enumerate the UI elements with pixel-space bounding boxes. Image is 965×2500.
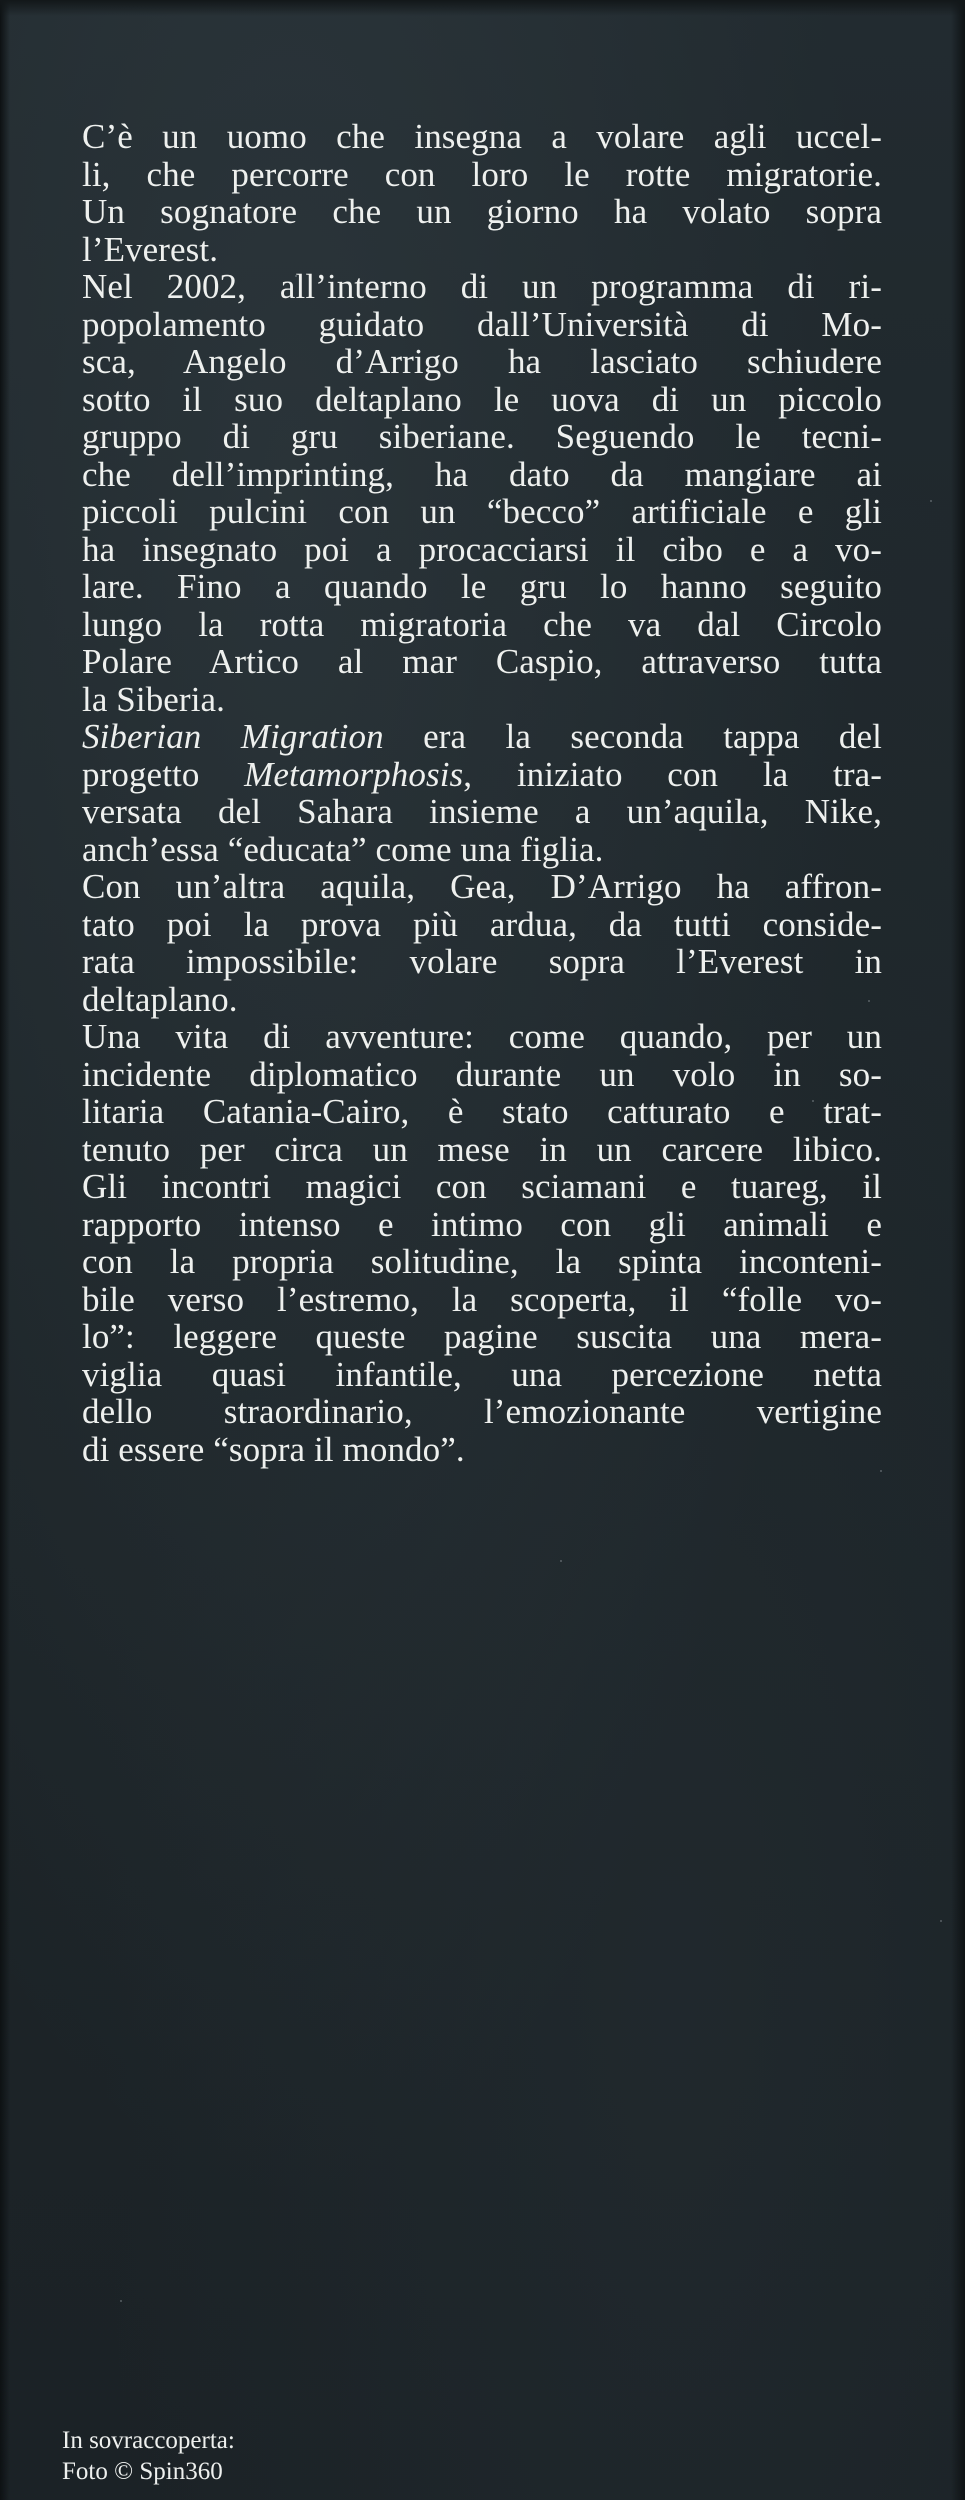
blurb-line: anch’essa “educata” come una figlia. bbox=[82, 829, 604, 869]
italic-title: Siberian Migration bbox=[82, 717, 384, 756]
blurb-line: Polare Artico al mar Caspio, attraverso tutta bbox=[82, 642, 882, 681]
right-edge-shadow bbox=[951, 0, 965, 2500]
blurb-line: Nel 2002, all’interno di un programma di ri- bbox=[82, 267, 882, 306]
blurb-line: deltaplano. bbox=[82, 979, 238, 1019]
blurb-line: rapporto intenso e intimo con gli animali e bbox=[82, 1204, 882, 1244]
blurb-line: progetto Metamorphosis, iniziato con la tra- bbox=[82, 754, 883, 794]
blurb-line: con la propria solitudine, la spinta inconteni- bbox=[82, 1242, 882, 1281]
credit-line-photo: Foto © Spin360 bbox=[62, 2458, 223, 2485]
blurb-line: gruppo di gru siberiane. Seguendo le tecni- bbox=[82, 417, 882, 456]
blurb-line: tenuto per circa un mese in un carcere libico. bbox=[82, 1129, 882, 1169]
dust-speck bbox=[940, 1920, 942, 1922]
blurb-line: viglia quasi infantile, una percezione netta bbox=[82, 1354, 882, 1394]
blurb-line: Una vita di avventure: come quando, per un bbox=[82, 1017, 882, 1056]
blurb-line: bile verso l’estremo, la scoperta, il “folle vo- bbox=[82, 1279, 882, 1319]
dust-speck bbox=[930, 500, 932, 502]
blurb-line: Un sognatore che un giorno ha volato sopra bbox=[82, 192, 882, 231]
blurb-line: popolamento guidato dall’Università di Mo- bbox=[82, 304, 882, 344]
top-edge-shadow bbox=[0, 0, 965, 16]
blurb-line: Siberian Migration era la seconda tappa del bbox=[82, 717, 882, 756]
dust-speck bbox=[120, 2300, 122, 2302]
blurb-line: sotto il suo deltaplano le uova di un piccolo bbox=[82, 379, 882, 419]
blurb-line: l’Everest. bbox=[82, 229, 219, 269]
blurb-line: dello straordinario, l’emozionante vertigine bbox=[82, 1392, 882, 1431]
blurb-line: Gli incontri magici con sciamani e tuareg, il bbox=[82, 1167, 882, 1206]
left-edge-shadow bbox=[0, 0, 10, 2500]
jacket-blurb-text bbox=[82, 118, 882, 1468]
cover-photo-credit bbox=[62, 2425, 235, 2487]
credit-line-cover: In sovraccoperta: bbox=[62, 2427, 235, 2454]
blurb-line: sca, Angelo d’Arrigo ha lasciato schiudere bbox=[82, 342, 882, 381]
blurb-line: litaria Catania-Cairo, è stato catturato e trat- bbox=[82, 1092, 882, 1131]
dust-speck bbox=[880, 1470, 882, 1472]
blurb-line: ha insegnato poi a procacciarsi il cibo e a vo- bbox=[82, 529, 882, 569]
blurb-line: incidente diplomatico durante un volo in so- bbox=[82, 1054, 882, 1094]
blurb-line: piccoli pulcini con un “becco” artificiale e gli bbox=[82, 492, 882, 531]
blurb-line: che dell’imprinting, ha dato da mangiare ai bbox=[82, 454, 882, 494]
blurb-line: lo”: leggere queste pagine suscita una mera- bbox=[82, 1317, 882, 1356]
blurb-line: tato poi la prova più ardua, da tutti conside- bbox=[82, 904, 882, 944]
italic-title: Metamorphosis bbox=[244, 754, 464, 794]
blurb-line: Con un’altra aquila, Gea, D’Arrigo ha affron- bbox=[82, 867, 882, 906]
blurb-line: la Siberia. bbox=[82, 679, 225, 719]
dust-speck bbox=[560, 1560, 562, 1562]
blurb-line: lare. Fino a quando le gru lo hanno seguito bbox=[82, 567, 882, 606]
blurb-line: rata impossibile: volare sopra l’Everest in bbox=[82, 942, 882, 981]
blurb-line: C’è un uomo che insegna a volare agli uccel- bbox=[82, 117, 882, 156]
blurb-line: versata del Sahara insieme a un’aquila, Nike, bbox=[82, 792, 882, 831]
blurb-line: lungo la rotta migratoria che va dal Circolo bbox=[82, 604, 882, 644]
blurb-line: li, che percorre con loro le rotte migratorie. bbox=[82, 154, 882, 194]
blurb-line: di essere “sopra il mondo”. bbox=[82, 1429, 465, 1469]
